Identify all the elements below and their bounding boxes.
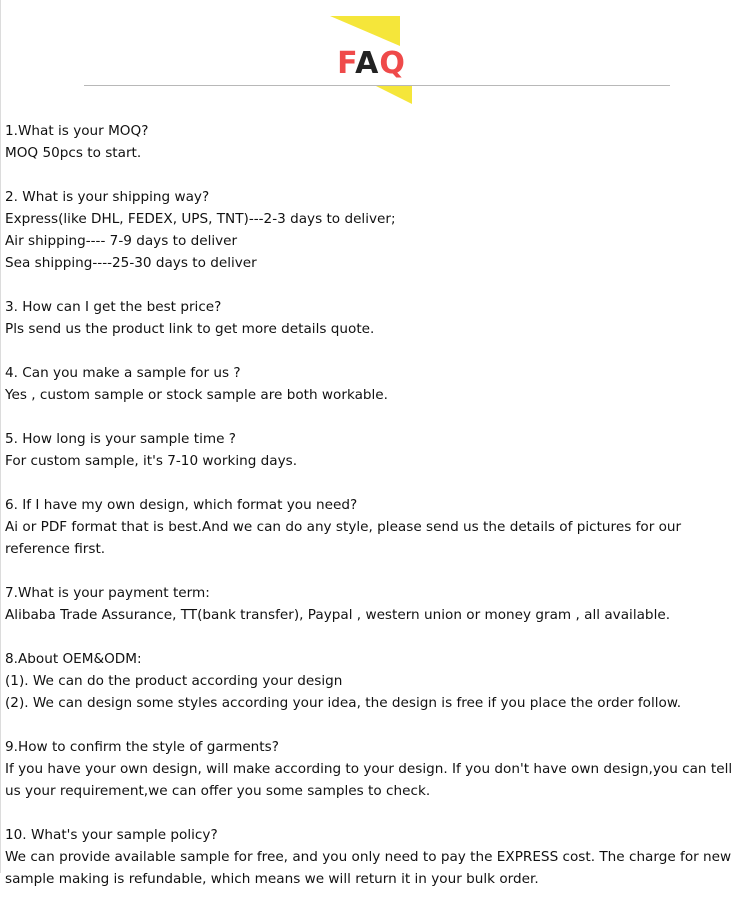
faq-title-letter-f: F [337, 46, 356, 81]
faq-item [5, 428, 740, 472]
decor-triangle-top-icon [330, 16, 400, 46]
faq-question: 9.How to confirm the style of garments? [5, 739, 279, 755]
faq-answer: MOQ 50pcs to start. [5, 145, 142, 161]
faq-item [5, 362, 740, 406]
faq-question: 3. How can I get the best price? [5, 299, 222, 315]
faq-answer: (2). We can design some styles according your idea, the design is free if you place the order follow. [5, 695, 682, 711]
faq-title [0, 46, 743, 82]
faq-item [5, 824, 740, 890]
faq-header [0, 0, 743, 110]
faq-question: 6. If I have my own design, which format you need? [5, 497, 358, 513]
faq-item [5, 120, 740, 164]
faq-item [5, 186, 740, 274]
faq-question: 1.What is your MOQ? [5, 123, 149, 139]
faq-item [5, 648, 740, 714]
faq-item [5, 494, 740, 560]
faq-question: 7.What is your payment term: [5, 585, 210, 601]
faq-question: 4. Can you make a sample for us ? [5, 365, 241, 381]
faq-item [5, 736, 740, 802]
faq-item [5, 582, 740, 626]
faq-question: 5. How long is your sample time ? [5, 431, 236, 447]
faq-question: 2. What is your shipping way? [5, 189, 210, 205]
faq-answer: Ai or PDF format that is best.And we can do any style, please send us the details of pictures for our reference first. [5, 519, 682, 557]
decor-triangle-bottom-icon [376, 86, 412, 104]
faq-answer: We can provide available sample for free, and you only need to pay the EXPRESS cost. The charge for new sample making is refundable, which means we will return it in your bulk order. [5, 849, 732, 887]
faq-answer: Express(like DHL, FEDEX, UPS, TNT)---2-3 days to deliver; [5, 211, 396, 227]
faq-title-letter-q: Q [379, 46, 406, 81]
faq-answer: If you have your own design, will make according to your design. If you don't have own design,you can tell us your requirement,we can offer you some samples to check. [5, 761, 733, 799]
faq-answer: Pls send us the product link to get more details quote. [5, 321, 375, 337]
faq-title-letter-a: A [355, 46, 380, 81]
faq-answer: Yes , custom sample or stock sample are both workable. [5, 387, 388, 403]
faq-answer: Alibaba Trade Assurance, TT(bank transfer), Paypal , western union or money gram , all available. [5, 607, 671, 623]
faq-answer: (1). We can do the product according your design [5, 673, 343, 689]
faq-item [5, 296, 740, 340]
faq-answer: Sea shipping----25-30 days to deliver [5, 255, 257, 271]
faq-question: 8.About OEM&ODM: [5, 651, 142, 667]
faq-answer: For custom sample, it's 7-10 working days. [5, 453, 298, 469]
left-border [0, 0, 1, 873]
faq-question: 10. What's your sample policy? [5, 827, 218, 843]
faq-list [5, 120, 740, 912]
faq-answer: Air shipping---- 7-9 days to deliver [5, 233, 238, 249]
